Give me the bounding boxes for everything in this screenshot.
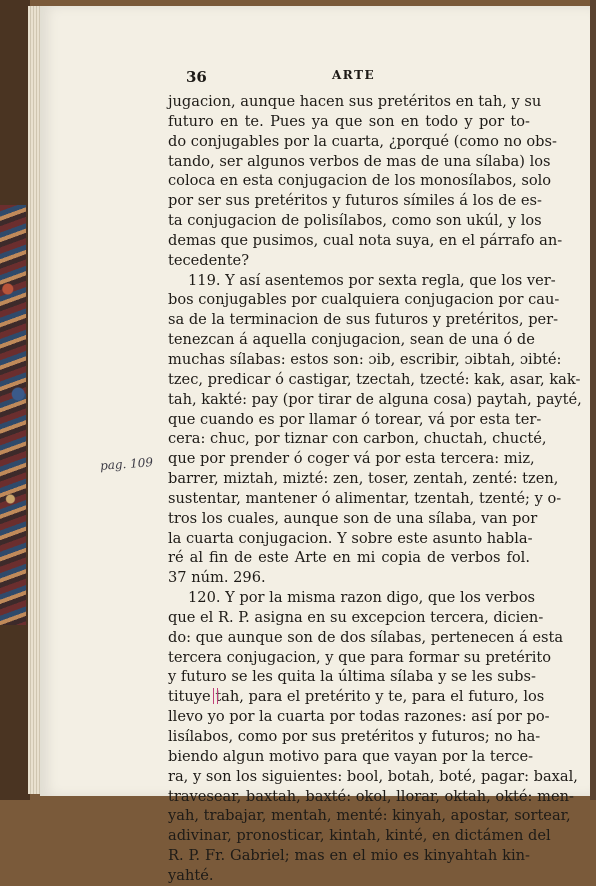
marbled-endpaper <box>0 205 26 625</box>
text-line: ré al fin de este Arte en mi copia de verbos fol. <box>168 549 530 567</box>
text-line: llevo yo por la cuarta por todas razones: así por po- <box>168 708 550 726</box>
text-line: tzec, predicar ó castigar, tzectah, tzecté: kak, asar, kak- <box>168 370 581 388</box>
text-line: ra, y son los siguientes: bool, botah, boté, pagar: baxal, <box>168 767 578 785</box>
text-line: tituye tah, para el pretérito y te, para el futuro, los <box>168 688 545 706</box>
text-line: lisílabos, como por sus pretéritos y futuros; no ha- <box>168 728 541 745</box>
book-cover-right <box>590 0 596 800</box>
text-line: ta conjugacion de polisílabos, como son ukúl, y los <box>168 212 542 230</box>
text-line: do: que aunque son de dos sílabas, pertenecen á esta <box>168 628 564 646</box>
text-line: por ser sus pretéritos y futuros símiles á los de es- <box>168 192 542 210</box>
paragraph-start: 120. Y por la misma razon digo, que los verbos <box>188 589 536 607</box>
text-line: 37 núm. 296. <box>168 569 266 587</box>
handwritten-margin-note: pag. 109 <box>99 455 154 473</box>
paragraph-start: 119. Y así asentemos por sexta regla, que los ver- <box>188 271 556 289</box>
running-head: ARTE <box>332 68 376 82</box>
pencil-mark <box>213 688 218 704</box>
text-line: tenezcan á aquella conjugacion, sean de una ó de <box>168 331 535 349</box>
text-line: futuro en te. Pues ya que son en todo y por to- <box>168 112 530 130</box>
page-number: 36 <box>186 68 207 86</box>
text-line: sustentar, mantener ó alimentar, tzentah, tzenté; y o- <box>168 489 562 507</box>
text-line: tecedente? <box>168 251 250 269</box>
text-line: que cuando es por llamar ó torear, vá por esta ter- <box>168 410 542 428</box>
text-line: la cuarta conjugacion. Y sobre este asunto habla- <box>168 529 533 547</box>
text-line: barrer, miztah, mizté: zen, toser, zentah, zenté: tzen, <box>168 470 559 488</box>
text-line: y futuro se les quita la última sílaba y se les subs- <box>168 668 536 686</box>
text-line: muchas sílabas: estos son: ɔib, escribir, ɔibtah, ɔibté: <box>168 350 562 368</box>
text-line: tando, ser algunos verbos de mas de una sílaba) los <box>168 152 551 170</box>
text-line: biendo algun motivo para que vayan por la terce- <box>168 747 534 765</box>
body-text <box>168 92 582 886</box>
text-line: travesear, baxtah, baxté: okol, llorar, oktah, okté: men- <box>168 787 574 805</box>
text-line: que el R. P. asigna en su excepcion tercera, dicien- <box>168 608 544 626</box>
text-line: yah, trabajar, mentah, menté: kinyah, apostar, sortear, <box>168 807 571 825</box>
text-line: bos conjugables por cualquiera conjugacion por cau- <box>168 291 560 309</box>
text-line: sa de la terminacion de sus futuros y pretéritos, per- <box>168 311 559 329</box>
text-line: do conjugables por la cuarta, ¿porqué (como no obs- <box>168 132 557 150</box>
text-line: tah, kakté: pay (por tirar de alguna cosa) paytah, payté, <box>168 390 582 408</box>
text-line: tros los cuales, aunque son de una sílaba, van por <box>168 509 538 527</box>
text-line: que por prender ó coger vá por esta tercera: miz, <box>168 450 535 468</box>
text-line: coloca en esta conjugacion de los monosílabos, solo <box>168 172 552 190</box>
text-line: R. P. Fr. Gabriel; mas en el mio es kinyahtah kin- <box>168 847 530 865</box>
text-line: cera: chuc, por tiznar con carbon, chuctah, chucté, <box>168 430 547 448</box>
text-line: adivinar, pronosticar, kintah, kinté, en dictámen del <box>168 827 551 845</box>
text-line: tercera conjugacion, y que para formar su pretérito <box>168 648 552 666</box>
text-line: jugacion, aunque hacen sus pretéritos en tah, y su <box>168 93 542 110</box>
text-line: yahté. <box>168 866 214 884</box>
text-line: demas que pusimos, cual nota suya, en el párrafo an- <box>168 231 563 249</box>
